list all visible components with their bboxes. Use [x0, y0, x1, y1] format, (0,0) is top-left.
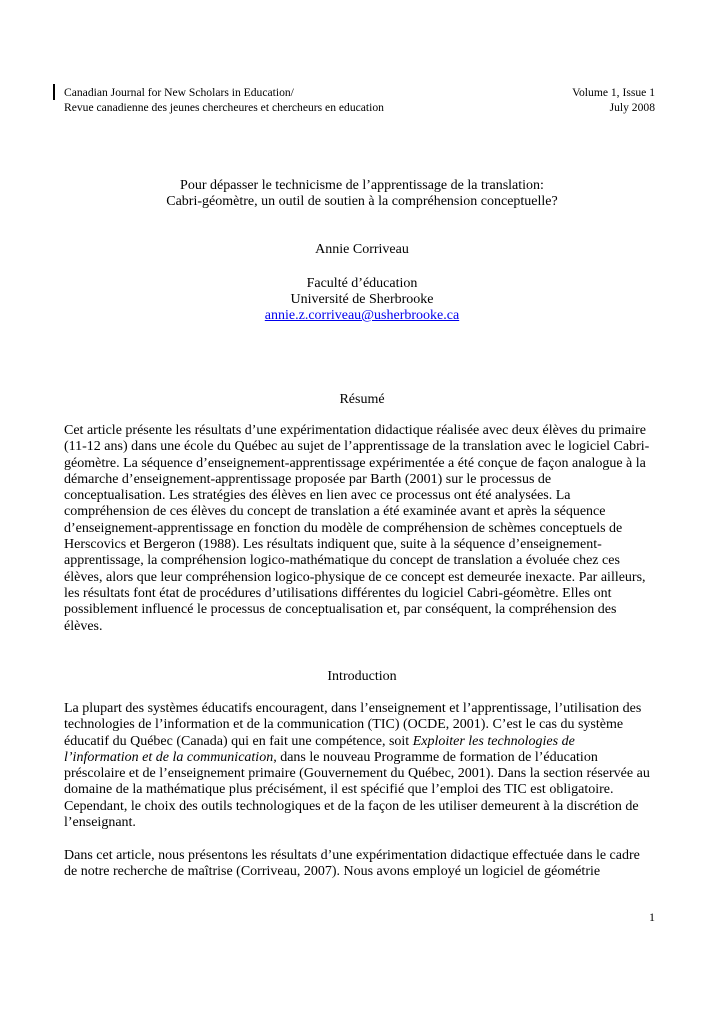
abstract-line: les résultats font état de procédures d’utilisations différentes du logiciel Cabri-géomètre. Elles ont	[64, 585, 612, 601]
abstract-line: démarche d’enseignement-apprentissage proposée par Barth (2001) sur le processus de	[64, 471, 552, 487]
abstract-line: possiblement influencé le processus de conceptualisation et, par conséquent, la compréhension des	[64, 602, 617, 618]
author-affiliation	[64, 276, 660, 324]
text-line: l’enseignant.	[64, 815, 136, 831]
issue-info	[572, 85, 655, 115]
journal-name-en: Canadian Journal for New Scholars in Education/	[64, 86, 294, 99]
abstract-line: géomètre. La séquence d’enseignement-apprentissage expérimentée a été conçue de façon analogue à la	[64, 455, 646, 471]
abstract-heading: Résumé	[339, 392, 385, 407]
university: Université de Sherbrooke	[290, 292, 434, 307]
article-title	[64, 178, 660, 210]
author-email-link[interactable]: annie.z.corriveau@usherbrooke.ca	[264, 308, 460, 323]
text-line: La plupart des systèmes éducatifs encouragent, dans l’enseignement et l’apprentissage, l’utilisation des	[64, 701, 642, 716]
issue-date: July 2008	[609, 101, 655, 114]
abstract-line: compréhension de ces élèves du concept de translation a été examinée avant et après la séquence	[64, 504, 606, 520]
abstract-line: (11-12 ans) dans une école du Québec au sujet de l’apprentissage de la translation avec le logiciel Cabri-	[64, 439, 650, 455]
text-line: de notre recherche de maîtrise (Corriveau, 2007). Nous avons employé un logiciel de géométrie	[64, 864, 601, 880]
text-line: domaine de la mathématique plus précisément, il est spécifié que l’emploi des TIC est obligatoire.	[64, 782, 614, 798]
introduction-paragraph-1	[64, 701, 660, 831]
text-line: préscolaire et de l’enseignement primaire (Gouvernement du Québec, 2001). Dans la section réservée au	[64, 766, 650, 782]
title-line-2: Cabri-géomètre, un outil de soutien à la compréhension conceptuelle?	[166, 194, 558, 209]
text-line	[64, 734, 660, 750]
journal-header	[64, 85, 384, 115]
author-name: Annie Corriveau	[315, 242, 409, 257]
abstract-line: Cet article présente les résultats d’une expérimentation didactique réalisée avec deux élèves du primaire	[64, 423, 646, 438]
text-line: technologies de l’information et de la communication (TIC) (OCDE, 2001). C’est le cas du système	[64, 717, 624, 733]
text-line: Dans cet article, nous présentons les résultats d’une expérimentation didactique effectuée dans le cadre	[64, 848, 640, 863]
revision-bar	[53, 84, 55, 100]
abstract-body	[64, 423, 660, 635]
faculty: Faculté d’éducation	[306, 276, 418, 291]
introduction-heading: Introduction	[327, 669, 397, 684]
abstract-line: d’enseignement-apprentissage en fonction du modèle de compréhension de schèmes conceptuels de	[64, 520, 623, 536]
introduction-paragraph-2	[64, 848, 660, 881]
text-segment: éducatif du Québec (Canada) qui en fait une compétence, soit	[64, 733, 413, 749]
abstract-line: conceptualisation. Les stratégies des élèves en lien avec ce processus ont été analysées. La	[64, 488, 571, 504]
text-line	[64, 750, 660, 766]
title-line-1: Pour dépasser le technicisme de l’apprentissage de la translation:	[180, 178, 544, 193]
page-number: 1	[649, 910, 655, 924]
abstract-line: apprentissage, la compréhension logico-mathématique du concept de translation a évoluée chez ces	[64, 553, 620, 569]
text-segment: , dans le nouveau Programme de formation de l’éducation	[273, 749, 598, 765]
text-line: Cependant, le choix des outils technologiques et de la façon de les utiliser demeurent à la discrétion de	[64, 798, 639, 814]
abstract-line: Herscovics et Bergeron (1988). Les résultats indiquent que, suite à la séquence d’enseignement-	[64, 537, 602, 553]
volume-issue: Volume 1, Issue 1	[572, 86, 655, 99]
italic-competency-title-cont: l’information et de la communication	[64, 749, 274, 765]
journal-name-fr: Revue canadienne des jeunes chercheures et chercheurs en education	[64, 101, 384, 114]
abstract-line: élèves.	[64, 618, 103, 634]
abstract-line: élèves, alors que leur compréhension logico-physique de ce concept est demeurée inexacte. Par ailleurs,	[64, 569, 646, 585]
italic-competency-title: Exploiter les technologies de	[412, 733, 575, 749]
